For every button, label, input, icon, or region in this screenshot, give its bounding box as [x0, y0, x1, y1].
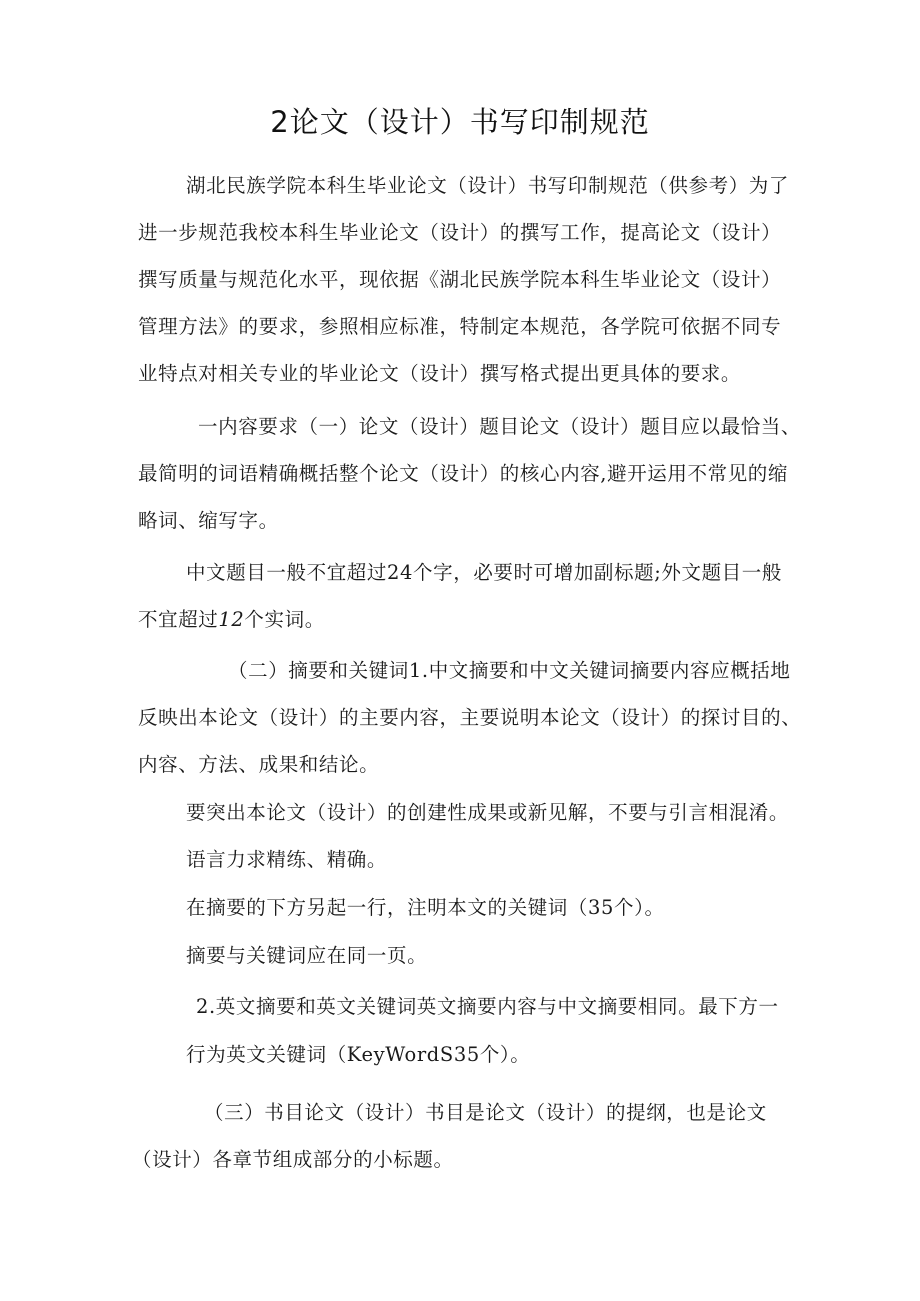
- toc-line-2: （设计）各章节组成部分的小标题。: [132, 1148, 454, 1171]
- intro-line-2: 进一步规范我校本科生毕业论文（设计）的撰写工作，提高论文（设计）: [138, 221, 782, 244]
- document-title: 2论文（设计）书写印制规范: [270, 105, 650, 139]
- title-length-post: 个实词。: [244, 608, 325, 631]
- title-length-line-2: [138, 606, 325, 634]
- abstract-point-2: 语言力求精练、精确。: [186, 848, 388, 871]
- intro-line-1: 湖北民族学院本科生毕业论文（设计）书写印制规范（供参考）为了: [186, 174, 790, 197]
- content-req-line-3: 略词、缩写字。: [138, 509, 279, 532]
- content-req-line-1: 一内容要求（一）论文（设计）题目论文（设计）题目应以最恰当、: [198, 415, 802, 438]
- abstract-point-1: 要突出本论文（设计）的创建性成果或新见解，不要与引言相混淆。: [186, 801, 790, 824]
- intro-line-5: 业特点对相关专业的毕业论文（设计）撰写格式提出更具体的要求。: [138, 362, 742, 385]
- title-length-line-1: 中文题目一般不宜超过24个字，必要时可增加副标题;外文题目一般: [186, 561, 782, 584]
- intro-line-3: 撰写质量与规范化水平，现依据《湖北民族学院本科生毕业论文（设计）: [138, 268, 782, 291]
- content-req-line-2: 最简明的词语精确概括整个论文（设计）的核心内容,避开运用不常见的缩: [138, 462, 788, 485]
- abstract-line-3: 内容、方法、成果和结论。: [138, 753, 380, 776]
- abstract-point-4: 摘要与关键词应在同一页。: [186, 944, 428, 967]
- title-length-number: 12: [218, 608, 245, 631]
- title-length-pre: 不宜超过: [138, 608, 219, 631]
- abstract-line-1: （二）摘要和关键词1.中文摘要和中文关键词摘要内容应概括地: [228, 659, 791, 682]
- intro-line-4: 管理方法》的要求，参照相应标准，特制定本规范，各学院可依据不同专: [138, 315, 782, 338]
- english-abstract-line-2: 行为英文关键词（KeyWordS35个）。: [186, 1043, 531, 1066]
- abstract-point-3: 在摘要的下方另起一行，注明本文的关键词（35个）。: [186, 896, 665, 919]
- abstract-line-2: 反映出本论文（设计）的主要内容，主要说明本论文（设计）的探讨目的、: [138, 706, 802, 729]
- toc-line-1: （三）书目论文（设计）书目是论文（设计）的提纲，也是论文: [204, 1101, 767, 1124]
- english-abstract-line-1: 2.英文摘要和英文关键词英文摘要内容与中文摘要相同。最下方一: [196, 995, 779, 1018]
